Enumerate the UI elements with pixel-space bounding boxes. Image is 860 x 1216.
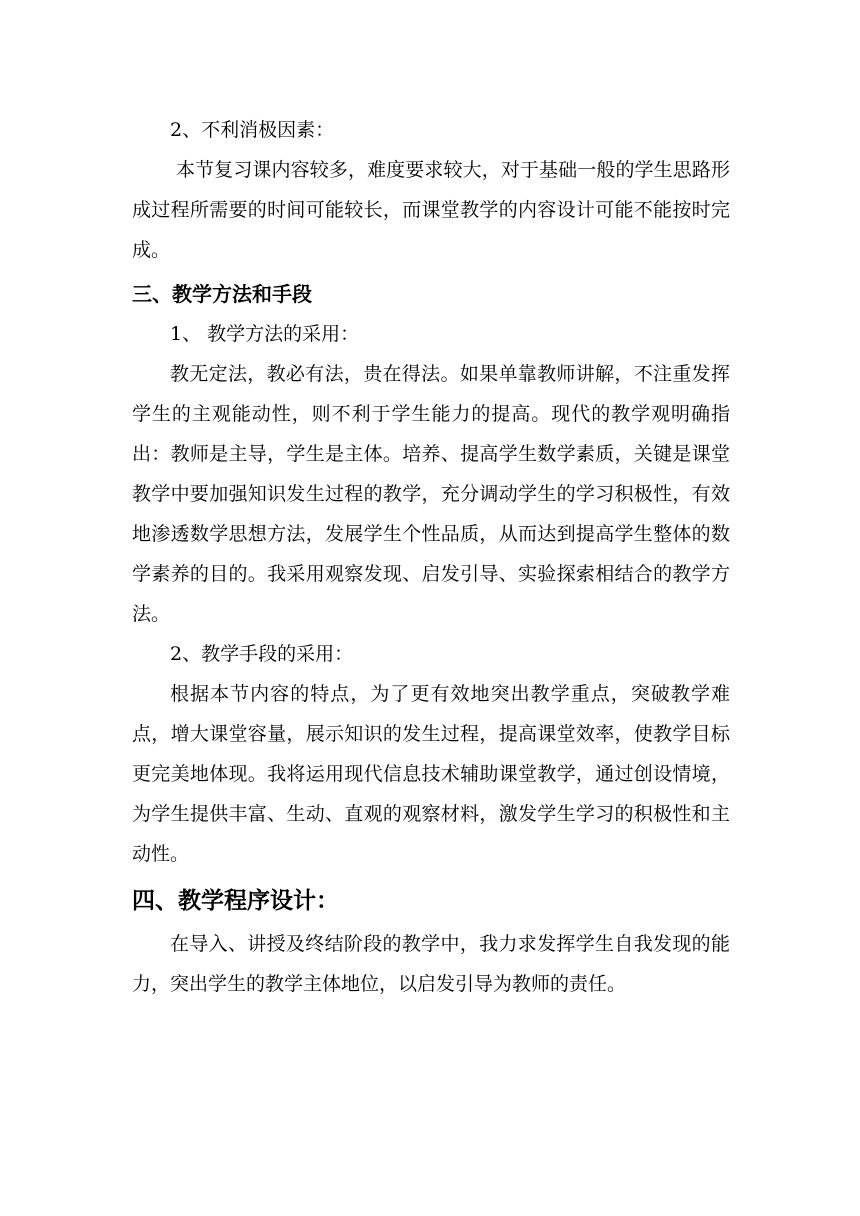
section-heading-teaching-methods: 三、教学方法和手段 — [132, 282, 312, 306]
subheading-teaching-means-adoption: 2、教学手段的采用： — [170, 643, 354, 665]
subheading-unfavorable-factors: 2、不利消极因素： — [170, 119, 335, 141]
subheading-teaching-method-adoption: 1、 教学方法的采用： — [170, 323, 360, 345]
paragraph-teaching-procedure: 在导入、讲授及终结阶段的教学中，我力求发挥学生自我发现的能力，突出学生的教学主体地位，以启发引导为教师的责任。 — [132, 933, 730, 995]
paragraph-teaching-method: 教无定法，教必有法，贵在得法。如果单靠教师讲解，不注重发挥学生的主观能动性，则不利于学生能力的提高。现代的教学观明确指出：教师是主导，学生是主体。培养、提高学生数学素质，关键是课堂教学中要加强知识发生过程的教学，充分调动学生的学习积极性，有效地渗透数学思想方法，发展学生个性品质，从而达到提高学生整体的数学素养的目的。我采用观察发现、启发引导、实验探索相结合的教学方法。 — [132, 363, 730, 625]
paragraph-teaching-means: 根据本节内容的特点，为了更有效地突出教学重点，突破教学难点，增大课堂容量，展示知识的发生过程，提高课堂效率，使教学目标更完美地体现。我将运用现代信息技术辅助课堂教学，通过创设情境，为学生提供丰富、生动、直观的观察材料，激发学生学习的积极性和主动性。 — [132, 683, 730, 865]
section-heading-teaching-procedure: 四、教学程序设计： — [132, 888, 339, 914]
document-body — [132, 110, 730, 1004]
paragraph-unfavorable-factors: 本节复习课内容较多，难度要求较大，对于基础一般的学生思路形成过程所需要的时间可能较长，而课堂教学的内容设计可能不能按时完成。 — [132, 159, 730, 261]
